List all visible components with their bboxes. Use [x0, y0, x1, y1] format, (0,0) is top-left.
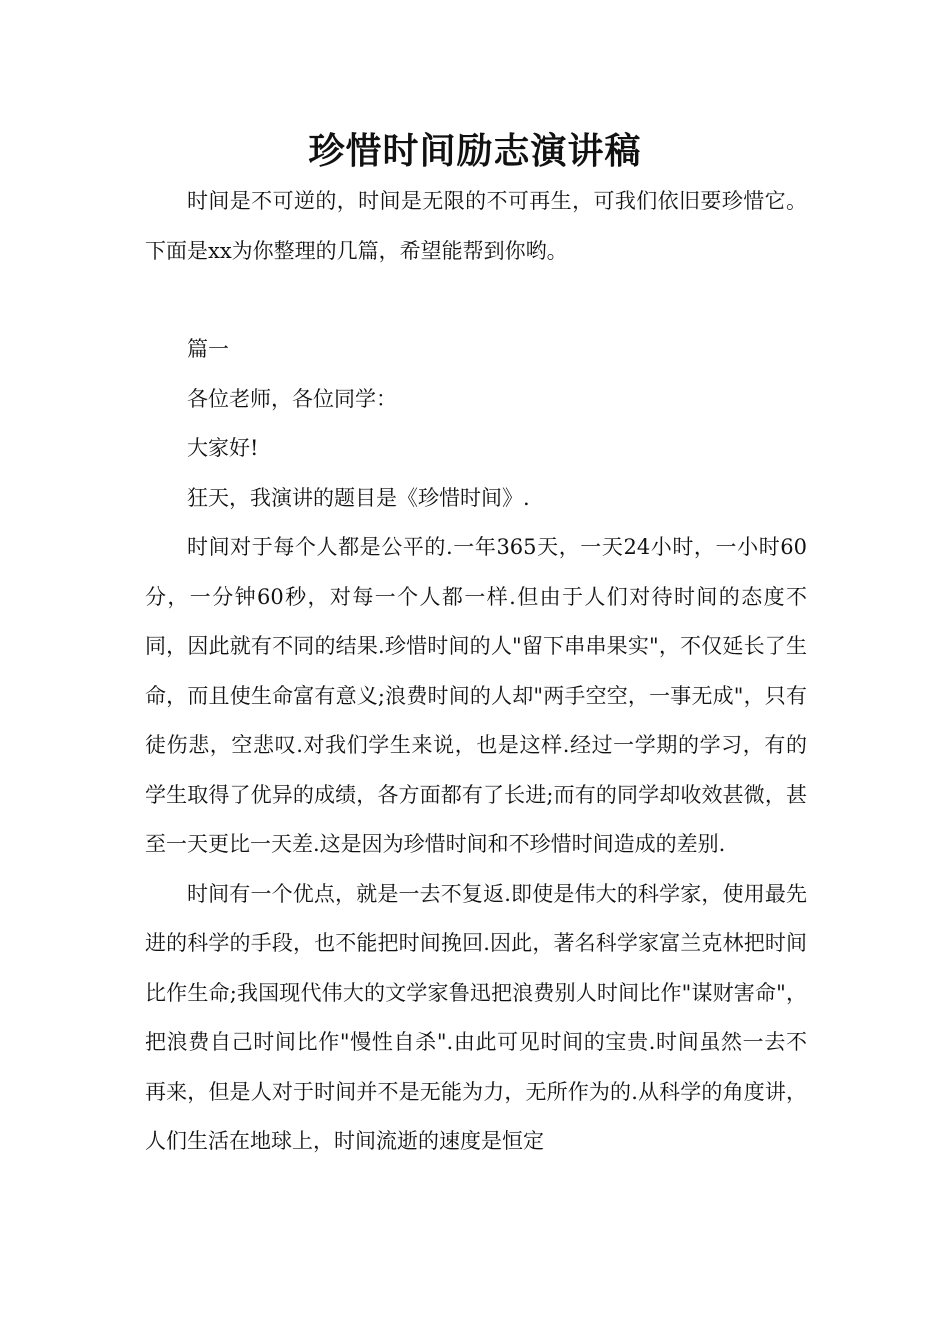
greeting-line: 各位老师，各位同学： — [187, 386, 397, 411]
body-paragraph-2: 时间有一个优点，就是一去不复返.即使是伟大的科学家，使用最先进的科学的手段，也不能把时间挽回.因此，著名科学家富兰克林把时间比作生命;我国现代伟大的文学家鲁迅把浪费别人时间比作"谋财害命"，把浪费自己时间比作"慢性自杀".由此可见时间的宝贵.时间虽然一去不再来，但是人对于时间并不是无能为力，无所作为的.从科学的角度讲，人们生活在地球上，时间流逝的速度是恒定 — [145, 881, 807, 1153]
section-label: 篇一 — [187, 337, 229, 361]
intro-section — [145, 177, 807, 276]
document-title: 珍惜时间励志演讲稿 — [308, 131, 642, 172]
intro-paragraph: 时间是不可逆的，时间是无限的不可再生，可我们依旧要珍惜它。下面是xx为你整理的几篇，希望能帮到你哟。 — [145, 189, 807, 263]
topic-line: 狂天，我演讲的题目是《珍惜时间》. — [187, 485, 530, 510]
hello-line: 大家好! — [187, 436, 259, 460]
body-paragraph-1: 时间对于每个人都是公平的.一年365天，一天24小时，一小时60分，一分钟60秒，对每一个人都一样.但由于人们对待时间的态度不同，因此就有不同的结果.珍惜时间的人"留下串串果实"，不仅延长了生命，而且使生命富有意义;浪费时间的人却"两手空空，一事无成"，只有徒伤悲，空悲叹.对我们学生来说，也是这样.经过一学期的学习，有的学生取得了优异的成绩，各方面都有了长进;而有的同学却收效甚微，甚至一天更比一天差.这是因为珍惜时间和不珍惜时间造成的差别. — [145, 535, 807, 856]
speech-section — [145, 325, 807, 1167]
